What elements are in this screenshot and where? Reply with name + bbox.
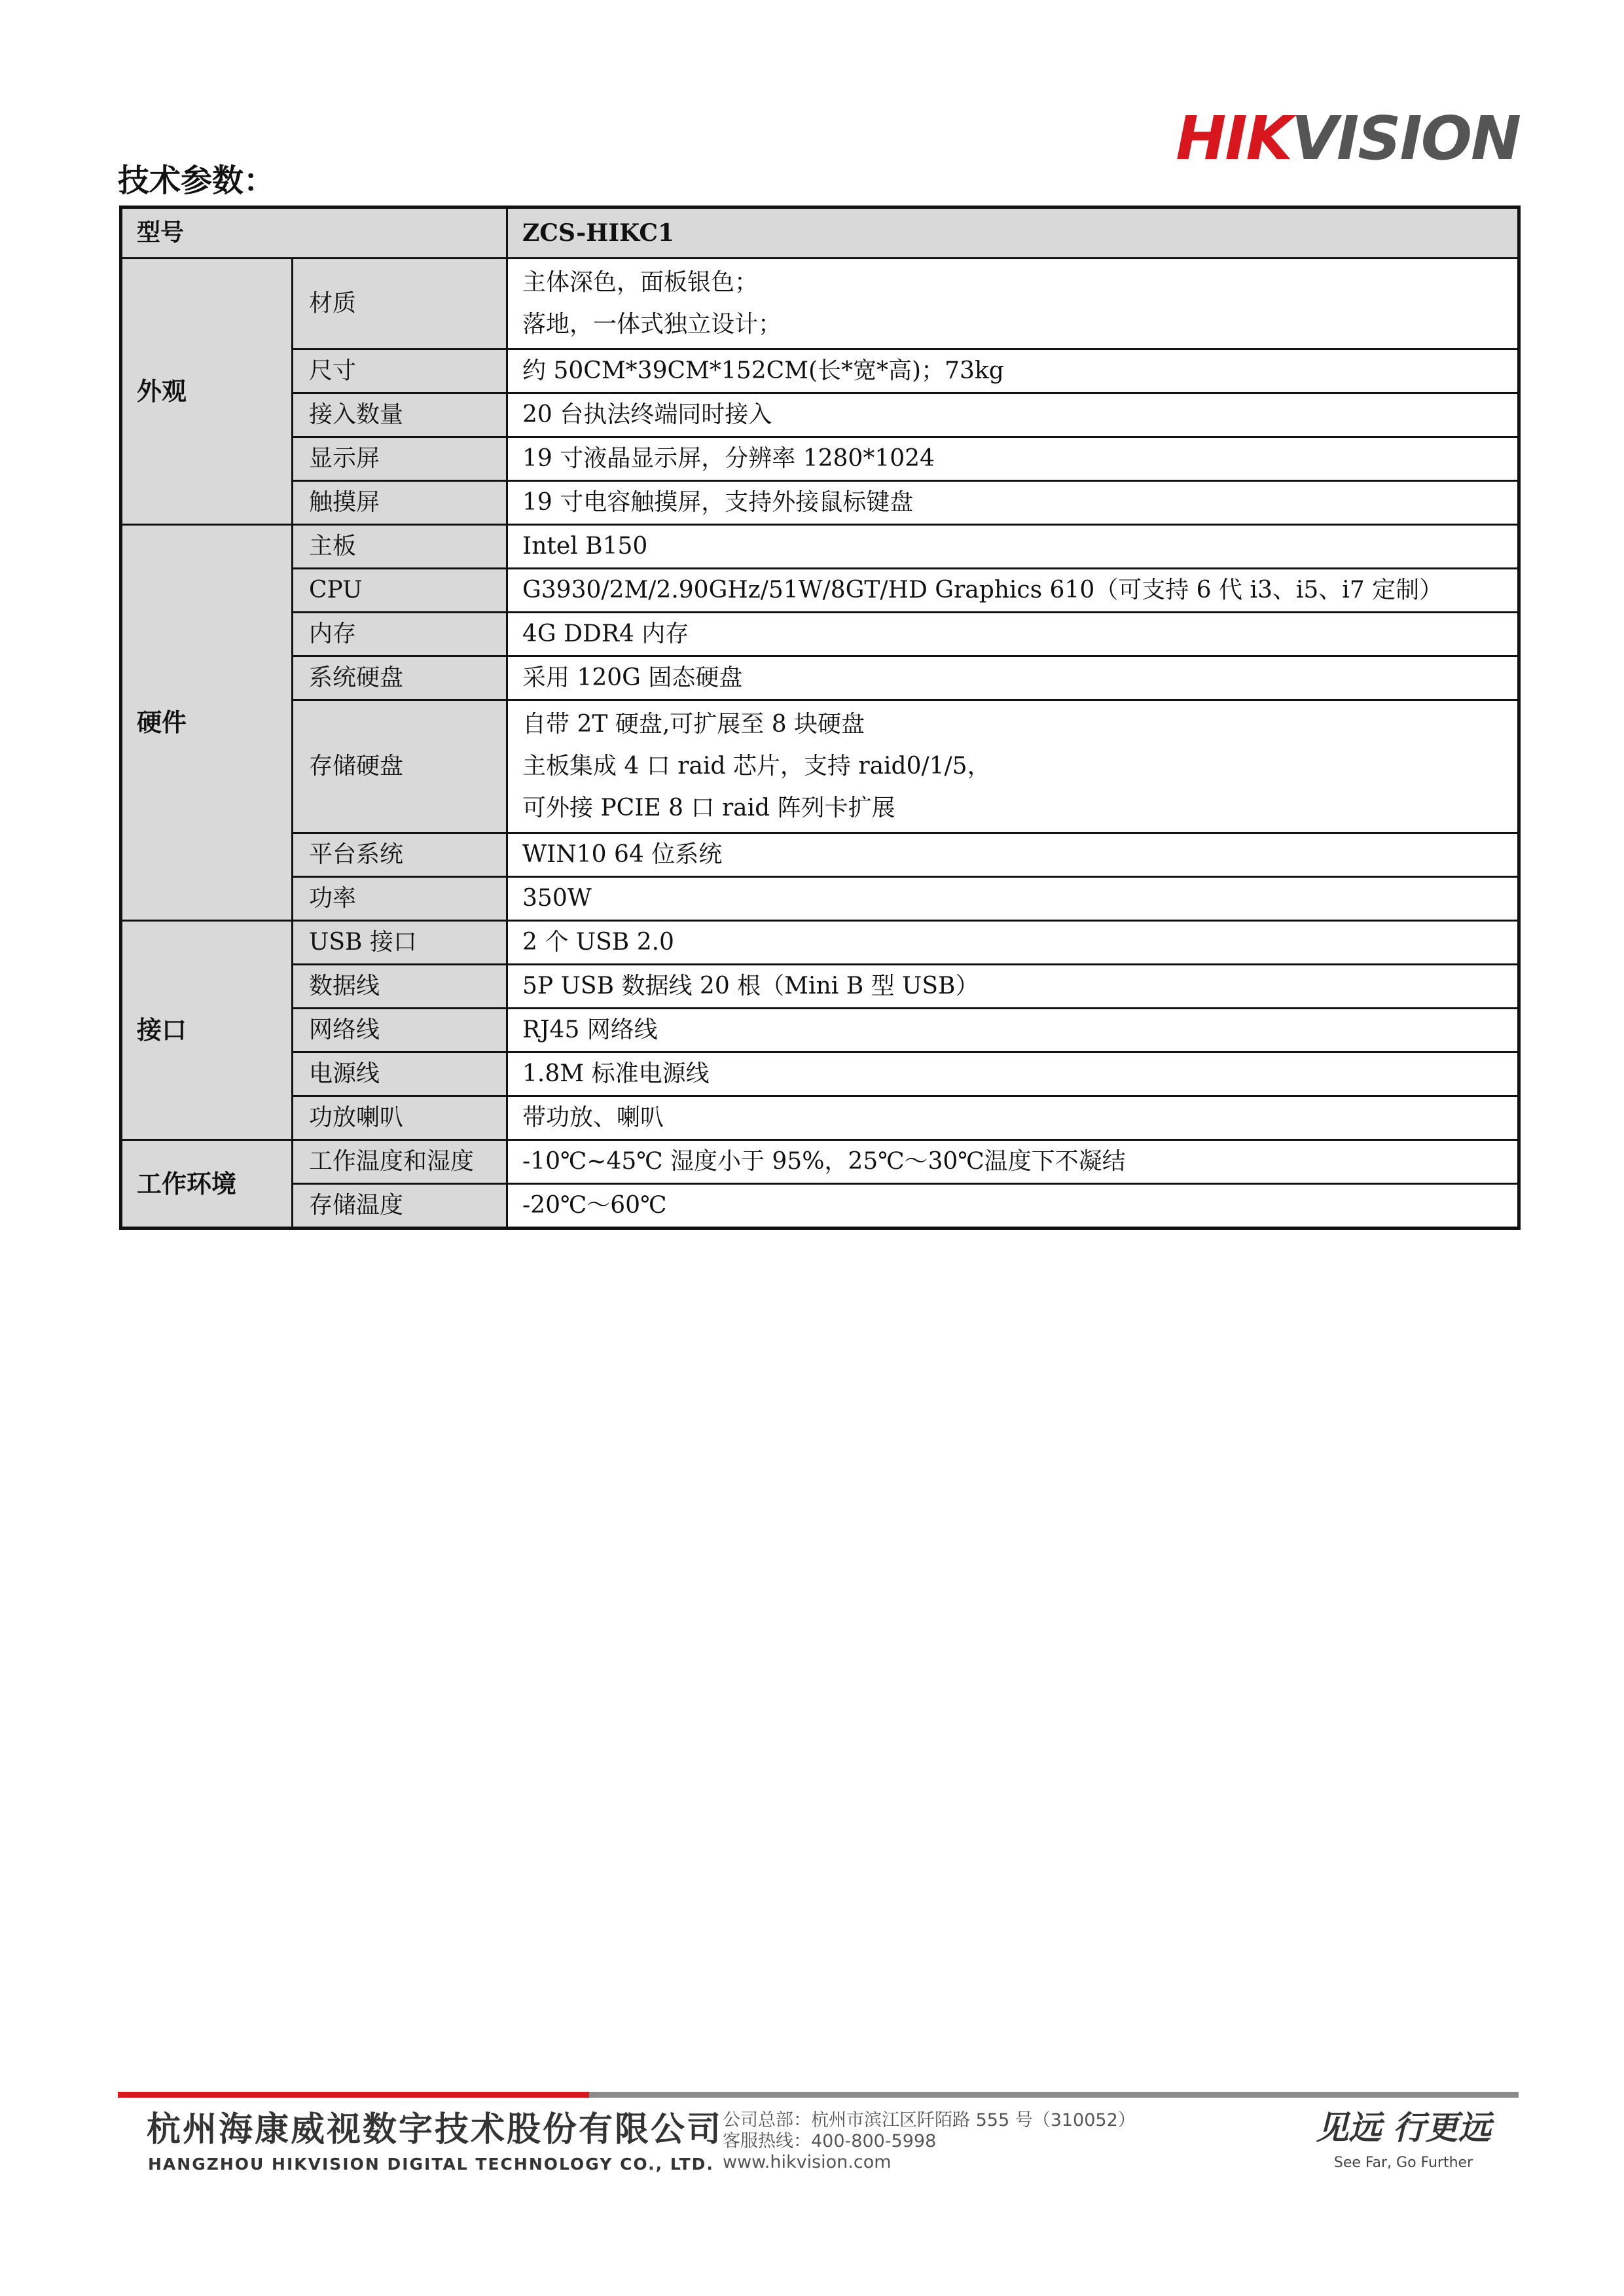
spec-value-line: 350W [522, 885, 592, 912]
spec-label: USB 接口 [293, 921, 507, 965]
spec-value-line: 带功放、喇叭 [522, 1104, 664, 1131]
spec-value [507, 569, 1519, 613]
spec-value [507, 1009, 1519, 1052]
spec-value-line: 2 个 USB 2.0 [522, 929, 674, 956]
spec-value-line: 主板集成 4 口 raid 芯片，支持 raid0/1/5， [522, 753, 991, 780]
spec-value-line: RJ45 网络线 [522, 1016, 658, 1043]
spec-value [507, 1140, 1519, 1184]
hotline-text: 客服热线：400-800-5998 [723, 2131, 937, 2151]
spec-value-line: WIN10 64 位系统 [522, 841, 723, 868]
spec-label: 数据线 [293, 965, 507, 1009]
spec-value-line: 可外接 PCIE 8 口 raid 阵列卡扩展 [522, 795, 895, 821]
spec-value-line: 19 寸液晶显示屏，分辨率 1280*1024 [522, 445, 935, 472]
spec-value [507, 1096, 1519, 1140]
table-row [121, 877, 1519, 921]
group-label: 外观 [121, 259, 293, 525]
logo-text-hik: HIK [1176, 103, 1291, 173]
model-value: ZCS-HIKC1 [507, 207, 1519, 259]
logo-text-vision: VISION [1291, 103, 1520, 173]
spec-value-line: 落地，一体式独立设计； [522, 311, 782, 338]
spec-value-line: 主体深色，面板银色； [522, 269, 759, 296]
spec-value-line: -10℃~45℃ 湿度小于 95%，25℃～30℃温度下不凝结 [522, 1148, 1126, 1175]
table-header-row [121, 207, 1519, 259]
slogan-cn: 见远 行更远 [1316, 2108, 1491, 2147]
spec-label: 网络线 [293, 1009, 507, 1052]
table-row [121, 259, 1519, 350]
spec-value [507, 613, 1519, 656]
spec-value [507, 1184, 1519, 1229]
spec-value [507, 259, 1519, 350]
spec-value [507, 481, 1519, 525]
spec-label: 内存 [293, 613, 507, 656]
contact-info [723, 2110, 1136, 2173]
spec-value-line: 19 寸电容触摸屏，支持外接鼠标键盘 [522, 489, 914, 516]
page-title: 技术参数： [118, 162, 276, 199]
spec-label: CPU [293, 569, 507, 613]
table-row [121, 613, 1519, 656]
table-row [121, 1096, 1519, 1140]
group-label: 接口 [121, 921, 293, 1140]
spec-value-line: G3930/2M/2.90GHz/51W/8GT/HD Graphics 610（可支持 6 代 i3、i5、i7 定制） [522, 577, 1443, 603]
spec-value-line: 5P USB 数据线 20 根（Mini B 型 USB） [522, 973, 979, 999]
spec-label: 接入数量 [293, 393, 507, 437]
table-row [121, 656, 1519, 700]
table-row [121, 1184, 1519, 1229]
website-link[interactable]: www.hikvision.com [723, 2152, 892, 2172]
spec-value-line: 1.8M 标准电源线 [522, 1060, 710, 1087]
spec-label: 存储温度 [293, 1184, 507, 1229]
table-row [121, 525, 1519, 569]
spec-label: 系统硬盘 [293, 656, 507, 700]
spec-label: 功放喇叭 [293, 1096, 507, 1140]
address-text: 公司总部：杭州市滨江区阡陌路 555 号（310052） [723, 2110, 1136, 2130]
spec-label: 工作温度和湿度 [293, 1140, 507, 1184]
group-label: 工作环境 [121, 1140, 293, 1229]
table-row [121, 481, 1519, 525]
model-label: 型号 [121, 207, 507, 259]
company-name-cn: 杭州海康威视数字技术股份有限公司 [147, 2110, 723, 2149]
spec-label: 触摸屏 [293, 481, 507, 525]
spec-label: 功率 [293, 877, 507, 921]
table-row [121, 921, 1519, 965]
spec-label: 主板 [293, 525, 507, 569]
table-row [121, 350, 1519, 393]
spec-label: 尺寸 [293, 350, 507, 393]
footer-divider-accent [118, 2092, 589, 2098]
spec-value [507, 656, 1519, 700]
spec-value [507, 437, 1519, 481]
spec-value-line: 约 50CM*39CM*152CM(长*宽*高)；73kg [522, 357, 1004, 384]
spec-value [507, 833, 1519, 877]
spec-label: 材质 [293, 259, 507, 350]
group-label: 硬件 [121, 525, 293, 921]
spec-value [507, 1052, 1519, 1096]
slogan-en: See Far, Go Further [1333, 2155, 1473, 2171]
spec-value-line: 采用 120G 固态硬盘 [522, 664, 743, 691]
spec-value-line: -20℃～60℃ [522, 1192, 667, 1219]
spec-value-line: 4G DDR4 内存 [522, 620, 689, 647]
spec-value [507, 525, 1519, 569]
table-row [121, 393, 1519, 437]
spec-label: 电源线 [293, 1052, 507, 1096]
table-row [121, 1052, 1519, 1096]
footer-divider [118, 2092, 1519, 2098]
table-row [121, 437, 1519, 481]
company-name-en: HANGZHOU HIKVISION DIGITAL TECHNOLOGY CO., LTD. [148, 2155, 714, 2174]
table-row [121, 1009, 1519, 1052]
spec-value [507, 921, 1519, 965]
spec-value [507, 700, 1519, 833]
spec-value [507, 965, 1519, 1009]
spec-value-line: 20 台执法终端同时接入 [522, 401, 772, 428]
spec-value-line: Intel B150 [522, 533, 648, 560]
hikvision-logo [1166, 103, 1520, 173]
table-row [121, 1140, 1519, 1184]
spec-value-line: 自带 2T 硬盘,可扩展至 8 块硬盘 [522, 711, 865, 738]
spec-label: 显示屏 [293, 437, 507, 481]
spec-value [507, 393, 1519, 437]
spec-label: 平台系统 [293, 833, 507, 877]
table-row [121, 700, 1519, 833]
spec-value [507, 877, 1519, 921]
spec-label: 存储硬盘 [293, 700, 507, 833]
table-row [121, 569, 1519, 613]
spec-value [507, 350, 1519, 393]
spec-table [119, 206, 1521, 1230]
table-row [121, 833, 1519, 877]
table-row [121, 965, 1519, 1009]
